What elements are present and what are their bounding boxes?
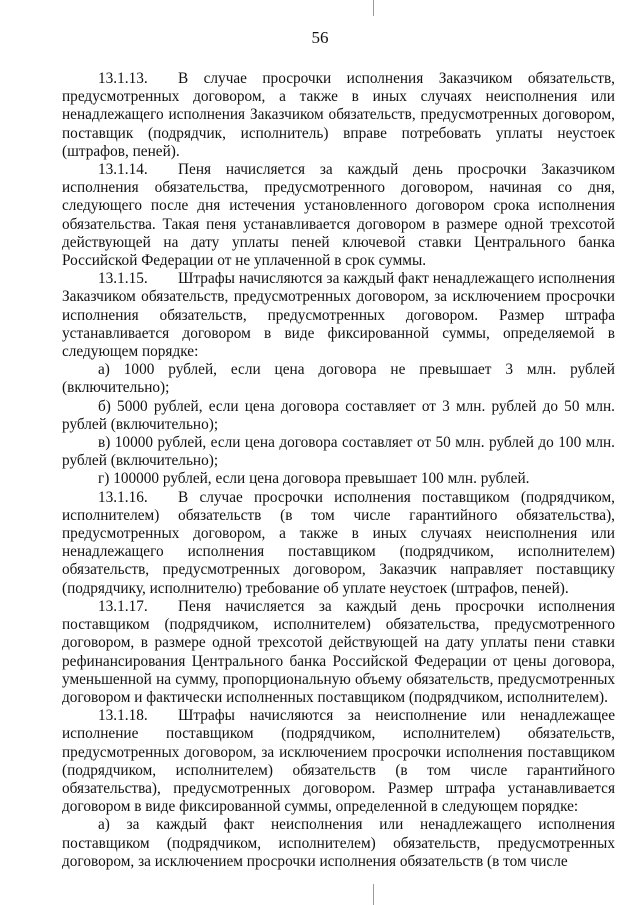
clause-text: Штрафы начисляются за каждый факт ненадлежащего исполнения Заказчиком обязательств, предусмотренных договором, за исключением просрочки исполнения обязательств, предусмотренных договором. Размер штрафа устанавливается договором в виде фиксированной суммы, определяемой в следующем порядке:: [62, 270, 615, 361]
paragraph-13-1-13: [62, 70, 615, 161]
paragraph-13-1-16: [62, 489, 615, 598]
clause-number: 13.1.14.: [98, 161, 148, 179]
scan-mark-top: [373, 0, 374, 16]
clause-number: 13.1.13.: [98, 70, 148, 87]
list-item-text: б) 5000 рублей, если цена договора составляет от 3 млн. рублей до 50 млн. рублей (включительно);: [62, 397, 615, 433]
clause-text: Штрафы начисляются за неисполнение или ненадлежащее исполнение поставщиком (подрядчиком, исполнителем) обязательств, предусмотренных договором, за исключением просрочки исполнения поставщиком (подрядчиком, исполнителем) обязательств (в том числе гарантийного обязательства), предусмотренных договором. Размер штрафа устанавливается договором в виде фиксированной суммы, определенной в следующем порядке:: [62, 707, 615, 816]
paragraph-13-1-17: [62, 598, 615, 707]
list-item-v-fine: [62, 434, 615, 470]
list-item-g-fine: [62, 470, 615, 488]
list-item-text: в) 10000 рублей, если цена договора составляет от 50 млн. рублей до 100 млн. рублей (включительно);: [62, 434, 615, 470]
clause-number: 13.1.15.: [98, 270, 148, 288]
list-item-text: а) 1000 рублей, если цена договора не превышает 3 млн. рублей (включительно);: [62, 361, 615, 397]
clause-number: 13.1.17.: [98, 597, 148, 615]
clause-text: В случае просрочки исполнения Заказчиком обязательств, предусмотренных договором, а также в иных случаях неисполнения или ненадлежащего исполнения Заказчиком обязательств, предусмотренных договором, поставщик (подрядчик, исполнитель) вправе потребовать уплаты неустоек (штрафов, пеней).: [62, 70, 615, 160]
scan-mark-bottom: [373, 884, 374, 905]
paragraph-13-1-15: [62, 270, 615, 361]
list-item-b-fine: [62, 398, 615, 434]
clause-number: 13.1.16.: [98, 488, 148, 506]
paragraph-13-1-14: [62, 161, 615, 270]
paragraph-13-1-18: [62, 707, 615, 816]
list-item-a-supplier-fine: [62, 816, 615, 871]
document-body: [62, 70, 615, 871]
list-item-text: г) 100000 рублей, если цена договора превышает 100 млн. рублей.: [98, 470, 530, 488]
list-item-a-fine: [62, 361, 615, 397]
clause-text: Пеня начисляется за каждый день просрочки исполнения поставщиком (подрядчиком, исполнителем) обязательства, предусмотренного договором, в размере одной трехсотой действующей на дату уплаты пени ставки рефинансирования Центрального банка Российской Федерации от цены договора, уменьшенной на сумму, пропорциональную объему обязательств, предусмотренных договором и фактически исполненных поставщиком (подрядчиком, исполнителем).: [62, 597, 615, 706]
clause-number: 13.1.18.: [98, 707, 148, 725]
clause-text: В случае просрочки исполнения поставщиком (подрядчиком, исполнителем) обязательств (в том числе гарантийного обязательства), предусмотренных договором, а также в иных случаях неисполнения или ненадлежащего исполнения поставщиком (подрядчиком, исполнителем) обязательств, предусмотренных договором, Заказчик направляет поставщику (подрядчику, исполнителю) требование об уплате неустоек (штрафов, пеней).: [62, 488, 615, 597]
list-item-text: а) за каждый факт неисполнения или ненадлежащего исполнения поставщиком (подрядчиком, исполнителем) обязательств, предусмотренных договором, за исключением просрочки исполнения обязательств (в том числе: [62, 816, 615, 870]
clause-text: Пеня начисляется за каждый день просрочки Заказчиком исполнения обязательства, предусмотренного договором, начиная со дня, следующего после дня истечения установленного договором срока исполнения обязательства. Такая пеня устанавливается договором в размере одной трехсотой действующей на дату уплаты пеней ключевой ставки Центрального банка Российской Федерации от не уплаченной в срок суммы.: [62, 161, 615, 270]
page-number: 56: [311, 28, 329, 47]
